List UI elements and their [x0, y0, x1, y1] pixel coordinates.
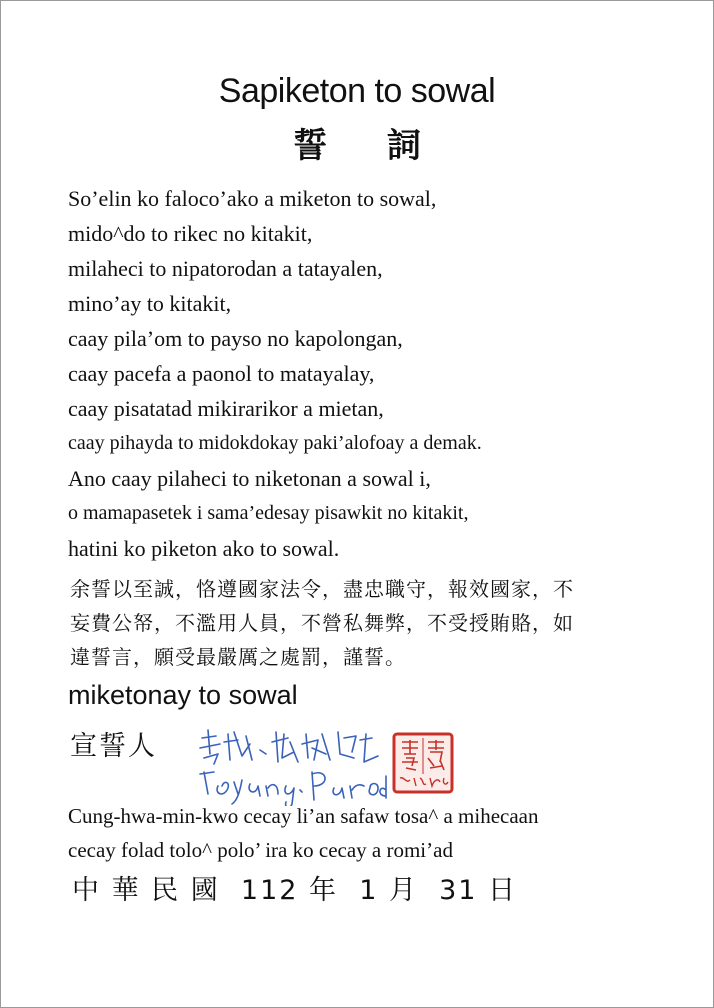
signer-label: miketonay to sowal: [68, 680, 298, 710]
oath-line: Ano caay pilaheci to niketonan a sowal i,: [68, 466, 431, 491]
zh-oath-line: 妄費公帑，不濫用人員，不營私舞弊，不受授賄賂，如: [70, 611, 574, 635]
document-subtitle-zh: 誓 詞: [293, 126, 445, 166]
oath-line: mino’ay to kitakit,: [68, 291, 232, 316]
oath-text-chinese: [70, 572, 574, 674]
handwritten-signature: [194, 724, 394, 806]
oath-line: caay pila’om to payso no kapolongan,: [68, 326, 403, 351]
oath-line: caay pisatatad mikirarikor a mietan,: [68, 396, 384, 421]
date-line-amis-1: Cung-hwa-min-kwo cecay li’an safaw tosa^ a mihecaan: [68, 804, 539, 828]
oath-line: mido^do to rikec no kitakit,: [68, 221, 313, 246]
oath-line: caay pihayda to midokdokay paki’alofoay a demak.: [68, 432, 482, 454]
signer-label-zh: 宣誓人: [70, 731, 157, 762]
oath-text-amis: [68, 181, 482, 566]
red-seal-stamp: [392, 732, 454, 794]
oath-line: caay pacefa a paonol to matayalay,: [68, 361, 375, 386]
date-chinese: 中 華 民 國 112 年 1 月 31 日: [72, 875, 518, 906]
document-title: Sapiketon to sowal: [218, 72, 496, 110]
date-line-amis-2: cecay folad tolo^ polo’ ira ko cecay a romi’ad: [68, 838, 453, 862]
oath-line: o mamapasetek i sama’edesay pisawkit no kitakit,: [68, 502, 469, 524]
oath-line: milaheci to nipatorodan a tatayalen,: [68, 256, 383, 281]
zh-oath-line: 余誓以至誠，恪遵國家法令，盡忠職守，報效國家，不: [70, 577, 574, 601]
oath-line: hatini ko piketon ako to sowal.: [68, 536, 340, 561]
zh-oath-line: 違誓言，願受最嚴厲之處罰，謹誓。: [70, 645, 406, 669]
oath-line: So’elin ko faloco’ako a miketon to sowal,: [68, 186, 437, 211]
